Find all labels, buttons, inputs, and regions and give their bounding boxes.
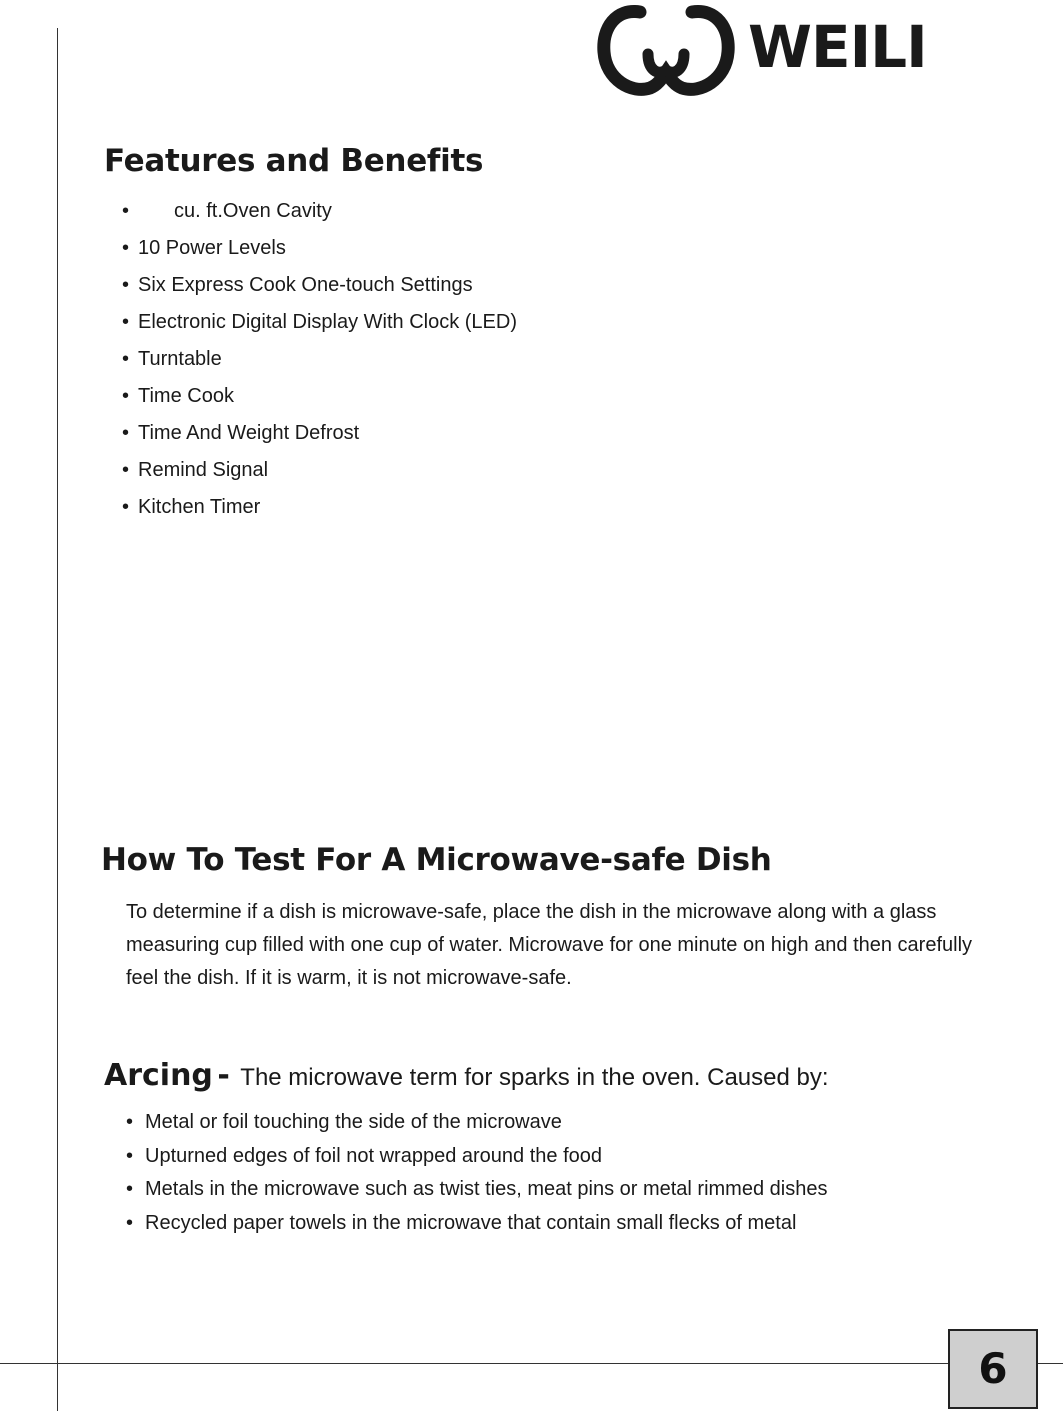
list-item	[122, 307, 517, 344]
list-item-text: Six Express Cook One-touch Settings	[138, 274, 473, 296]
list-item	[122, 418, 517, 455]
arcing-heading	[104, 1058, 829, 1093]
bullet-icon: •	[126, 1178, 134, 1200]
arcing-term: Arcing	[104, 1058, 213, 1093]
list-item-text: Electronic Digital Display With Clock (LED)	[138, 311, 517, 333]
bullet-icon: •	[122, 385, 130, 407]
bullet-icon: •	[126, 1111, 134, 1133]
features-title: Features and Benefits	[104, 143, 484, 179]
page-number: 6	[948, 1329, 1038, 1409]
list-item	[126, 1174, 827, 1208]
list-item	[122, 344, 517, 381]
list-item-text: Turntable	[138, 348, 222, 370]
bullet-icon: •	[122, 459, 130, 481]
weili-logo-icon	[596, 2, 736, 98]
list-item	[126, 1107, 827, 1141]
list-item-text: Upturned edges of foil not wrapped around the food	[145, 1144, 602, 1167]
list-item-text: Remind Signal	[138, 459, 269, 481]
brand-name: WEILI	[748, 13, 927, 81]
list-item	[122, 233, 517, 270]
arcing-description: The microwave term for sparks in the oven. Caused by:	[240, 1064, 829, 1091]
list-item	[122, 196, 517, 233]
arcing-separator: -	[217, 1058, 230, 1093]
list-item	[122, 492, 517, 529]
brand-logo	[596, 2, 966, 98]
list-item-text: Time And Weight Defrost	[138, 422, 360, 444]
test-section-title: How To Test For A Microwave-safe Dish	[101, 842, 772, 878]
list-item-text: Metal or foil touching the side of the microwave	[145, 1111, 562, 1133]
list-item-text: Recycled paper towels in the microwave that contain small flecks of metal	[145, 1211, 797, 1234]
list-item	[122, 381, 517, 418]
list-item-text: Time Cook	[138, 385, 234, 407]
arcing-causes-list	[126, 1107, 827, 1241]
features-list	[122, 196, 517, 529]
list-item	[122, 270, 517, 307]
bullet-icon: •	[122, 422, 130, 444]
bullet-icon: •	[122, 237, 130, 259]
bullet-icon: •	[122, 274, 130, 296]
bullet-icon: •	[126, 1144, 134, 1167]
list-item	[122, 455, 517, 492]
test-paragraph: To determine if a dish is microwave-safe, place the dish in the microwave along with a glass measuring cup filled with one cup of water. Microwave for one minute on high and then carefully feel the dish. If it is warm, it is not microwave-safe.	[126, 901, 973, 989]
bullet-icon: •	[122, 311, 130, 333]
left-margin-rule	[57, 28, 58, 1411]
bullet-icon: •	[126, 1211, 134, 1234]
list-item-text: Metals in the microwave such as twist ties, meat pins or metal rimmed dishes	[145, 1178, 828, 1200]
list-item-text: Kitchen Timer	[138, 496, 261, 518]
list-item-text: cu. ft.Oven Cavity	[174, 200, 332, 222]
list-item-text: 10 Power Levels	[138, 237, 286, 259]
list-item	[126, 1208, 827, 1242]
bullet-icon: •	[122, 200, 130, 222]
bullet-icon: •	[122, 348, 130, 370]
list-item	[126, 1141, 827, 1175]
footer-rule	[0, 1363, 1063, 1364]
bullet-icon: •	[122, 496, 130, 518]
